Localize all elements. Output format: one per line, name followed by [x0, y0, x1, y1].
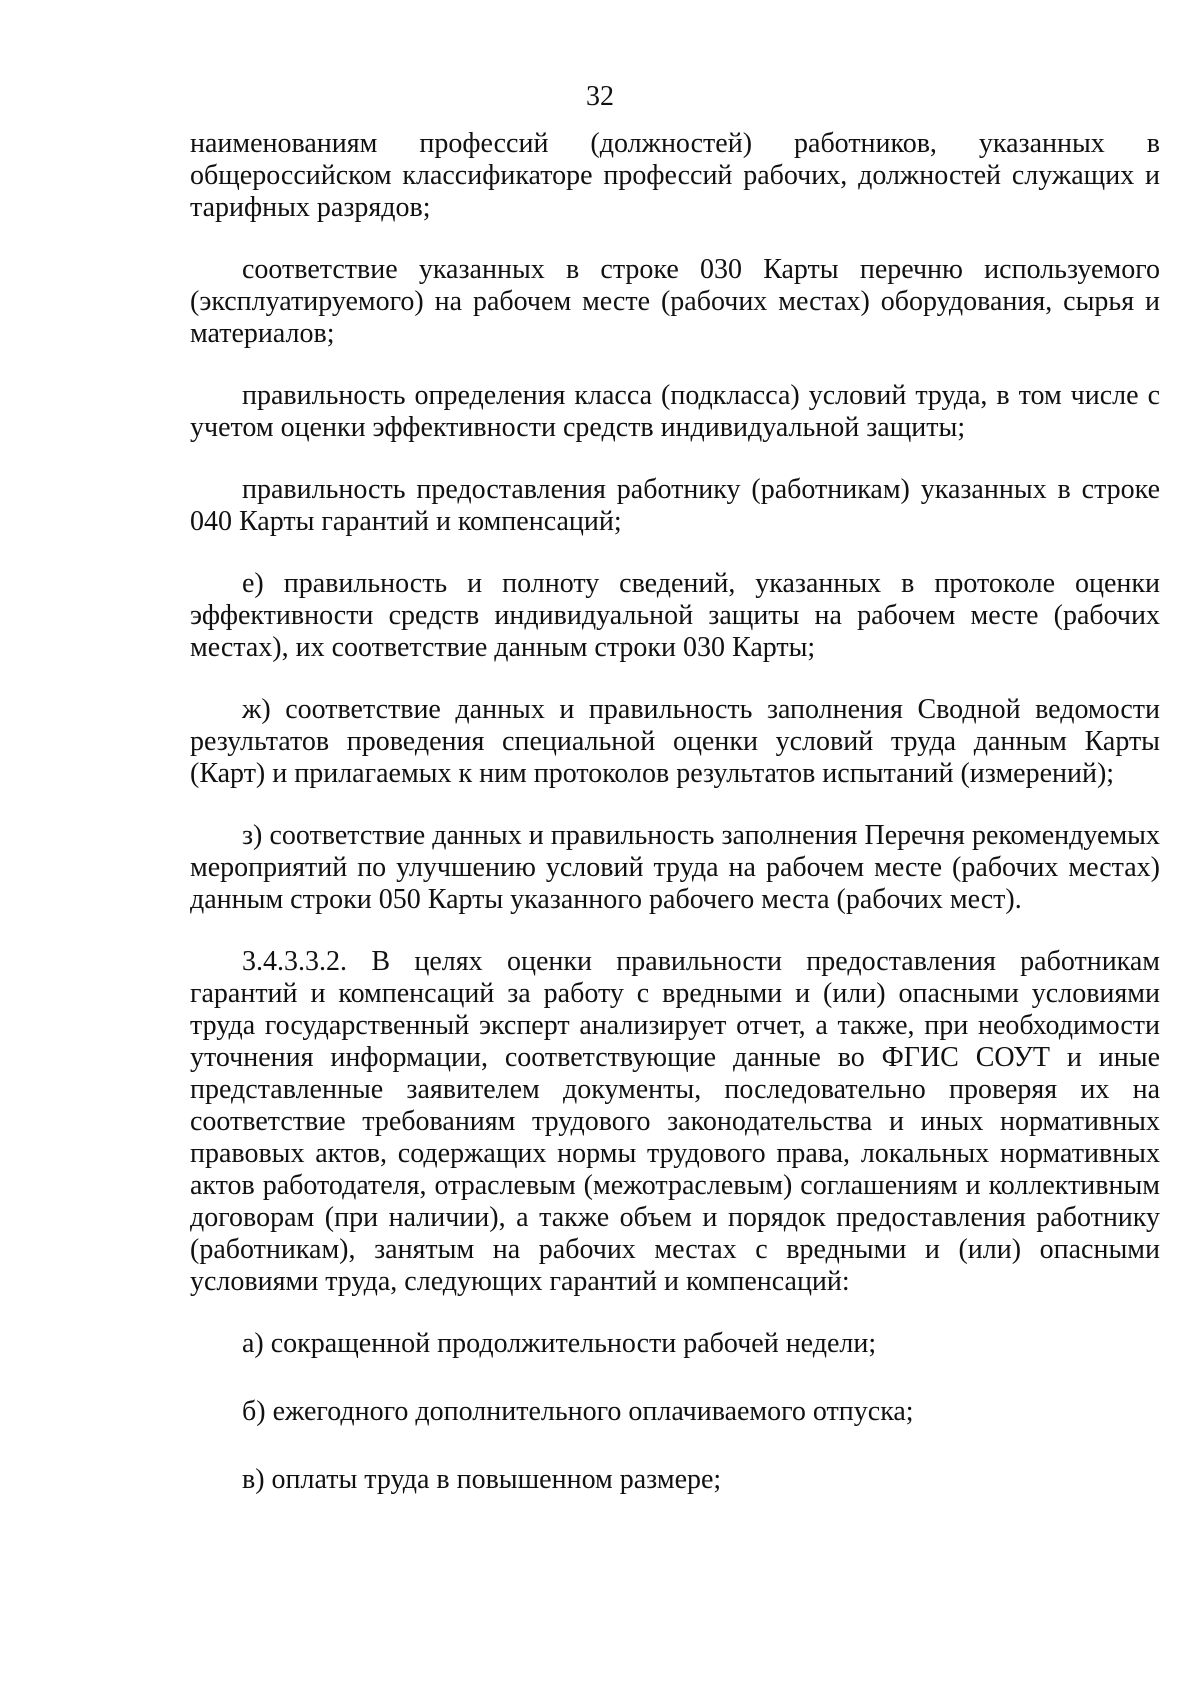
paragraph-item-zh: ж) соответствие данных и правильность заполнения Сводной ведомости результатов проведения специальной оценки условий труда данным Карты (Карт) и прилагаемых к ним протоколов результатов испытаний (измерений); [190, 694, 1160, 789]
page-number: 32 [586, 81, 614, 112]
document-body [190, 128, 1160, 1532]
paragraph-professions: наименованиям профессий (должностей) работников, указанных в общероссийском классификаторе профессий рабочих, должностей служащих и тарифных разрядов; [190, 128, 1160, 223]
paragraph-item-e: е) правильность и полноту сведений, указанных в протоколе оценки эффективности средств индивидуальной защиты на рабочем месте (рабочих местах), их соответствие данным строки 030 Карты; [190, 568, 1160, 663]
paragraph-equipment: соответствие указанных в строке 030 Карты перечню используемого (эксплуатируемого) на рабочем месте (рабочих местах) оборудования, сырья и материалов; [190, 254, 1160, 349]
paragraph-class-definition: правильность определения класса (подкласса) условий труда, в том числе с учетом оценки эффективности средств индивидуальной защиты; [190, 380, 1160, 443]
list-item-v: в) оплаты труда в повышенном размере; [242, 1464, 722, 1495]
paragraph-section-3-4-3-3-2: 3.4.3.3.2. В целях оценки правильности предоставления работникам гарантий и компенсаций за работу с вредными и (или) опасными условиями труда государственный эксперт анализирует отчет, а также, при необходимости уточнения информации, соответствующие данные во ФГИС СОУТ и иные представленные заявителем документы, последовательно проверяя их на соответствие требованиям трудового законодательства и иных нормативных правовых актов, содержащих нормы трудового права, локальных нормативных актов работодателя, отраслевым (межотраслевым) соглашениям и коллективным договорам (при наличии), а также объем и порядок предоставления работнику (работникам), занятым на рабочих местах с вредными и (или) опасными условиями труда, следующих гарантий и компенсаций: [190, 946, 1160, 1297]
list-item-a: а) сокращенной продолжительности рабочей недели; [242, 1328, 877, 1359]
paragraph-item-z: з) соответствие данных и правильность заполнения Перечня рекомендуемых мероприятий по улучшению условий труда на рабочем месте (рабочих местах) данным строки 050 Карты указанного рабочего места (рабочих мест). [190, 820, 1160, 915]
paragraph-guarantees: правильность предоставления работнику (работникам) указанных в строке 040 Карты гарантий и компенсаций; [190, 474, 1160, 537]
list-item-b: б) ежегодного дополнительного оплачиваемого отпуска; [242, 1396, 914, 1427]
